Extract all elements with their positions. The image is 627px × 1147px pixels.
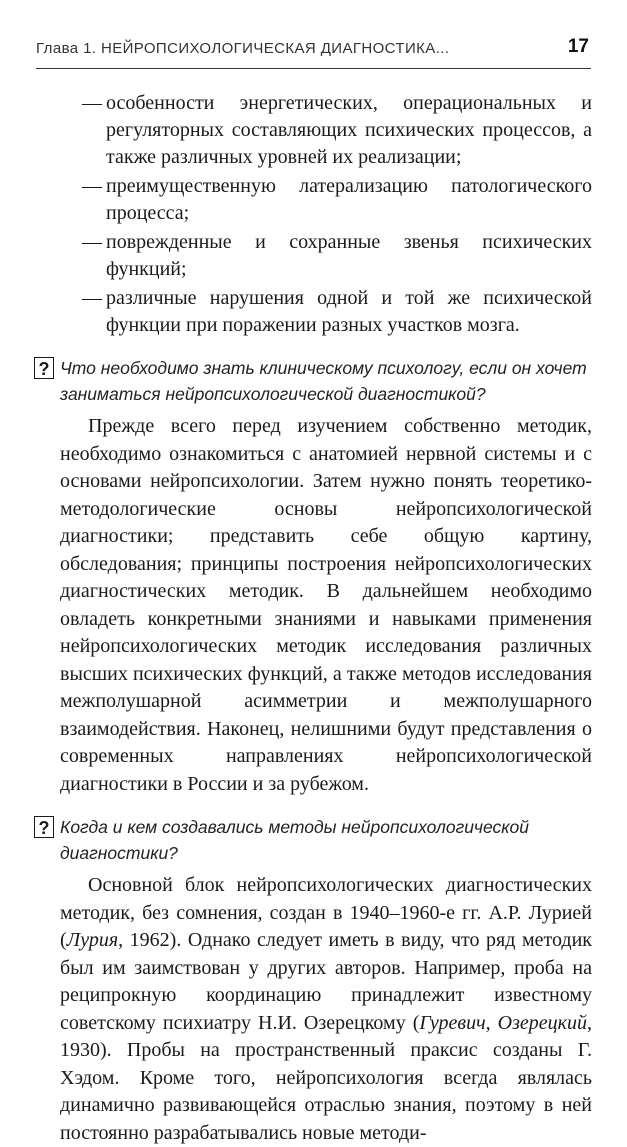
- page-header: [36, 38, 591, 69]
- list-item: [36, 90, 592, 171]
- list-item-text: преимущественную латерализацию патологического процесса;: [106, 175, 592, 224]
- question-mark-icon: ?: [34, 816, 54, 838]
- answer-segment: , 1930). Пробы на пространственный праксис созданы Г. Хэдом. Кроме того, нейропсихология всегда являлась динамично развивающейся отраслью знания, поэтому в ней постоянно разрабатывались новые методи-: [60, 1011, 592, 1144]
- running-title: Глава 1. НЕЙРОПСИХОЛОГИЧЕСКАЯ ДИАГНОСТИКА...: [36, 40, 450, 57]
- list-item-text: особенности энергетических, операциональных и регуляторных составляющих психических процессов, а также различных уровней их реализации;: [106, 92, 592, 168]
- question-mark-icon: ?: [34, 357, 54, 379]
- list-item-text: поврежденные и сохранные звенья психических функций;: [106, 231, 592, 280]
- feature-list: [36, 90, 592, 339]
- question-text: Что необходимо знать клиническому психологу, если он хочет заниматься нейропсихологической диагностикой?: [60, 358, 587, 404]
- question-text: Когда и кем создавались методы нейропсихологической диагностики?: [60, 817, 530, 863]
- qa-block-1: [36, 355, 592, 798]
- page-number: 17: [567, 36, 589, 57]
- page-body: [36, 80, 592, 1147]
- list-dash: —: [82, 175, 102, 197]
- list-item: [36, 229, 592, 283]
- list-item-text: различные нарушения одной и той же психической функции при поражении разных участков мозга.: [106, 287, 592, 336]
- list-dash: —: [82, 231, 102, 253]
- answer-segment: , 1962). Однако следует иметь в виду, что ряд методик был им заимствован у других авторов. Например, проба на реципрокную координацию принадлежит известному советскому психиатру Н.И. Озерецкому (: [60, 929, 592, 1034]
- citation-author: Лурия: [66, 929, 119, 951]
- list-dash: —: [82, 92, 102, 114]
- list-item: [36, 173, 592, 227]
- citation-author: Гуревич, Озерецкий: [419, 1011, 587, 1034]
- list-item: [36, 285, 592, 339]
- answer-text: [60, 872, 592, 1147]
- answer-text: Прежде всего перед изучением собственно методик, необходимо ознакомиться с анатомией нервной системы и с основами нейропсихологии. Затем нужно понять теоретико-методологические основы нейропсихологической диагностики; представить себе общую картину, обследования; принципы построения нейропсихологических диагностических методик. В дальнейшем необходимо овладеть конкретными знаниями и навыками применения нейропсихологических методик исследования различных высших психических функций, а также методов исследования межполушарной асимметрии и межполушарного взаимодействия. Наконец, нелишними будут представления о современных направлениях нейропсихологической диагностики в России и за рубежом.: [60, 415, 592, 795]
- qa-block-2: [36, 814, 592, 1147]
- answer-segment: Основной блок нейропсихологических диагностических методик, без сомнения, создан в 1940–1960-е гг. А.Р. Лурией (: [60, 874, 592, 951]
- list-dash: —: [82, 287, 102, 309]
